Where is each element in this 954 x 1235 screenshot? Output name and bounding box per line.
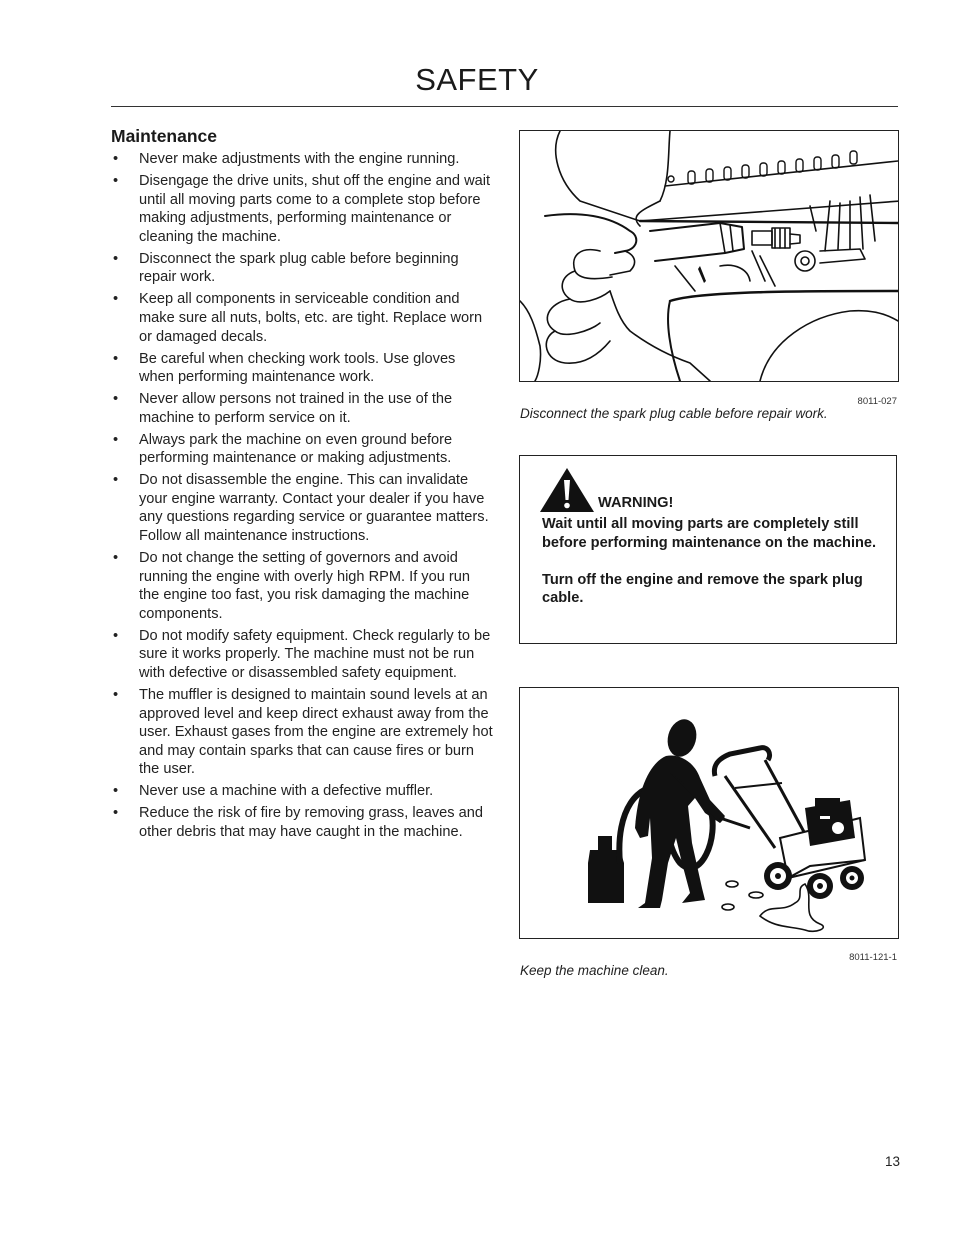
warning-box xyxy=(519,455,897,644)
spark-plug-illustration xyxy=(519,130,899,382)
section-title: Maintenance xyxy=(111,126,217,146)
list-item: • Be careful when checking work tools. Use gloves when performing maintenance work. xyxy=(113,350,456,386)
bullet: • xyxy=(113,627,119,644)
warning-text-1: Wait until all moving parts are completely still before performing maintenance on the machine. xyxy=(542,516,877,551)
bullet: • xyxy=(113,350,119,367)
spark-plug-drawing xyxy=(520,131,898,381)
list-item: • The muffler is designed to maintain sound levels at an approved level and keep direct exhaust away from the user. Exhaust gases from the engine are extremely hot and may contain sparks that can cause fires or burn the user. xyxy=(113,686,493,778)
list-item: • Disengage the drive units, shut off the engine and wait until all moving parts come to a complete stop before making adjustments, performing maintenance or cleaning the machine. xyxy=(113,172,491,245)
list-item: • Never use a machine with a defective muffler. xyxy=(113,783,434,800)
bullet: • xyxy=(113,250,119,267)
warning-heading: WARNING! xyxy=(598,495,674,511)
warning-triangle-icon xyxy=(538,466,596,519)
bullet: • xyxy=(113,783,119,800)
page-number: 13 xyxy=(884,1154,900,1169)
bullet: • xyxy=(113,151,119,167)
maintenance-section xyxy=(111,126,493,845)
bullet: • xyxy=(113,550,119,566)
list-item: • Never allow persons not trained in the use of the machine to perform service on it. xyxy=(113,391,453,426)
page-title: SAFETY xyxy=(415,62,539,97)
list-item: • Never make adjustments with the engine running. xyxy=(113,151,460,167)
figure-code: 8011-027 xyxy=(857,396,897,407)
bullet: • xyxy=(113,431,119,448)
list-item: • Do not disassemble the engine. This can invalidate your engine warranty. Contact your dealer if you have any questions regarding service or guarantee matters. Follow all maintenance instructions. xyxy=(113,472,489,545)
list-item: • Reduce the risk of fire by removing grass, leaves and other debris that may have caught in the machine. xyxy=(113,805,483,840)
cleaning-drawing xyxy=(520,688,898,938)
warning-text xyxy=(542,515,882,627)
warning-text-2: Turn off the engine and remove the spark plug cable. xyxy=(542,571,863,607)
bullet: • xyxy=(113,291,119,308)
list-item: • Keep all components in serviceable condition and make sure all nuts, bolts, etc. are tight. Replace worn or damaged decals. xyxy=(113,291,483,345)
bullet: • xyxy=(113,172,119,189)
figure-caption: Keep the machine clean. xyxy=(520,963,669,978)
figure-code: 8011-121-1 xyxy=(849,952,897,963)
maintenance-list xyxy=(111,150,493,841)
bullet: • xyxy=(113,805,119,822)
figure-caption: Disconnect the spark plug cable before repair work. xyxy=(520,406,828,421)
bullet: • xyxy=(113,391,119,408)
bullet: • xyxy=(113,472,119,489)
list-item: • Do not modify safety equipment. Check regularly to be sure it works properly. The machine must not be run with defective or disassembled safety equipment. xyxy=(113,627,491,681)
list-item: • Disconnect the spark plug cable before beginning repair work. xyxy=(113,250,459,286)
list-item: • Always park the machine on even ground before performing maintenance or making adjustments. xyxy=(113,431,453,467)
list-item: • Do not change the setting of governors and avoid running the engine with overly high RPM. If you run the engine too fast, you risk damaging the machine components. xyxy=(113,550,470,622)
bullet: • xyxy=(113,686,119,703)
cleaning-illustration xyxy=(519,687,899,939)
header-divider xyxy=(111,106,898,107)
